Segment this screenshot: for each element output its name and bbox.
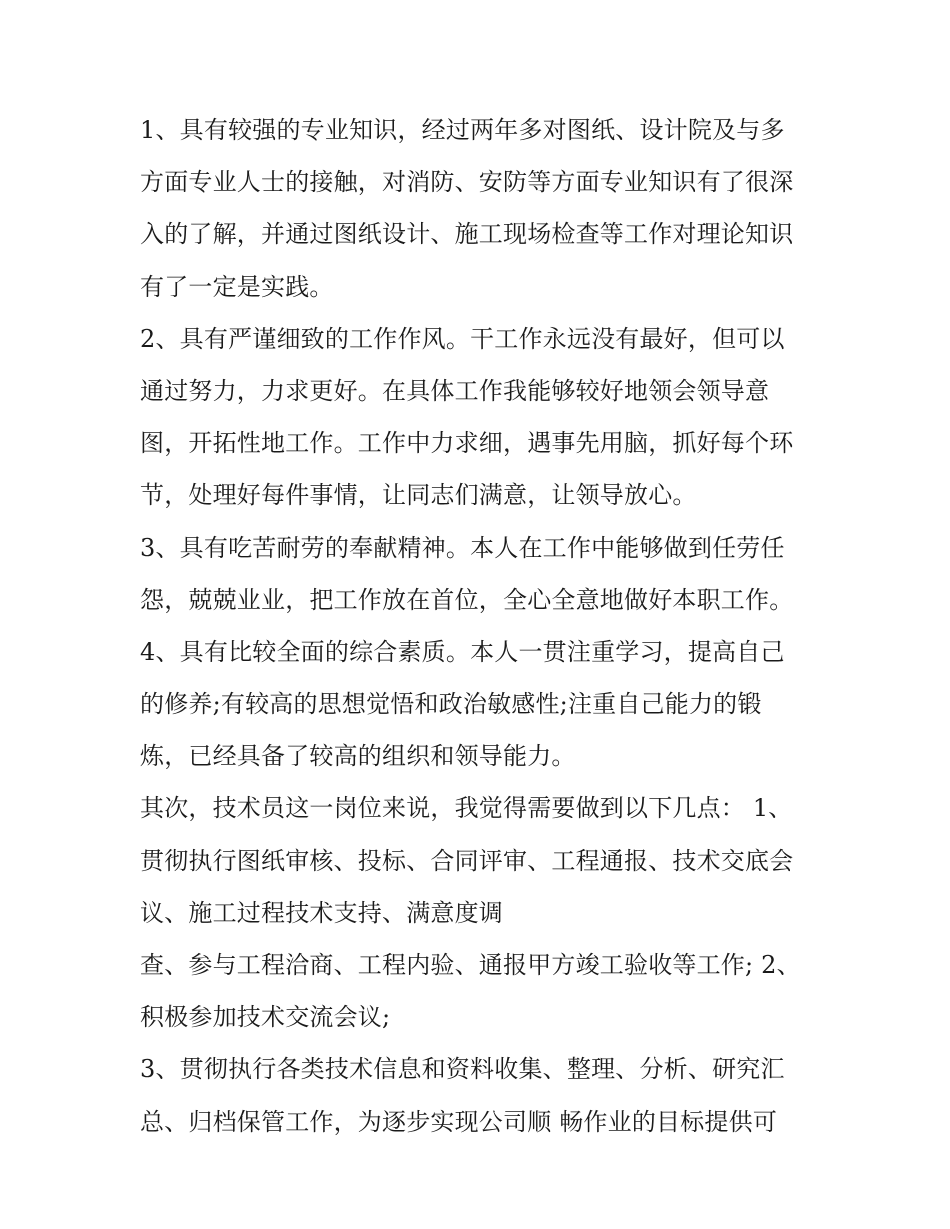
text-line: 议、施工过程技术支持、满意度调 (140, 898, 503, 927)
text-line: 怨，兢兢业业，把工作放在首位，全心全意地做好本职工作。 (140, 585, 794, 614)
text-line: 入的了解，并通过图纸设计、施工现场检查等工作对理论知识 (140, 220, 794, 249)
text-line: 2、具有严谨细致的工作作风。干工作永远没有最好，但可以 (140, 324, 785, 353)
text-line: 4、具有比较全面的综合素质。本人一贯注重学习，提高自己 (140, 637, 785, 666)
text-line: 1、具有较强的专业知识，经过两年多对图纸、设计院及与多 (140, 116, 785, 144)
text-line: 3、贯彻执行各类技术信息和资料收集、整理、分析、研究汇 (140, 1055, 785, 1084)
text-line: 节，处理好每件事情，让同志们满意，让领导放心。 (140, 481, 697, 510)
text-line: 图，开拓性地工作。工作中力求细，遇事先用脑，抓好每个环 (140, 429, 794, 458)
text-line: 炼，已经具备了较高的组织和领导能力。 (140, 742, 576, 771)
text-line: 方面专业人士的接触，对消防、安防等方面专业知识有了很深 (140, 168, 794, 197)
text-line: 的修养;有较高的思想觉悟和政治敏感性;注重自己能力的锻 (140, 690, 762, 719)
text-line: 总、归档保管工作，为逐步实现公司顺 畅作业的目标提供可 (140, 1107, 778, 1136)
text-line: 通过努力，力求更好。在具体工作我能够较好地领会领导意 (140, 376, 770, 405)
text-line: 贯彻执行图纸审核、投标、合同评审、工程通报、技术交底会 (140, 846, 794, 875)
text-line: 其次，技术员这一岗位来说，我觉得需要做到以下几点： 1、 (140, 794, 793, 823)
document-body (140, 104, 830, 1148)
text-line: 查、参与工程洽商、工程内验、通报甲方竣工验收等工作; 2、 (140, 951, 801, 979)
text-line: 积极参加技术交流会议; (140, 1003, 391, 1032)
text-line: 有了一定是实践。 (140, 272, 334, 301)
text-line: 3、具有吃苦耐劳的奉献精神。本人在工作中能够做到任劳任 (140, 533, 785, 562)
